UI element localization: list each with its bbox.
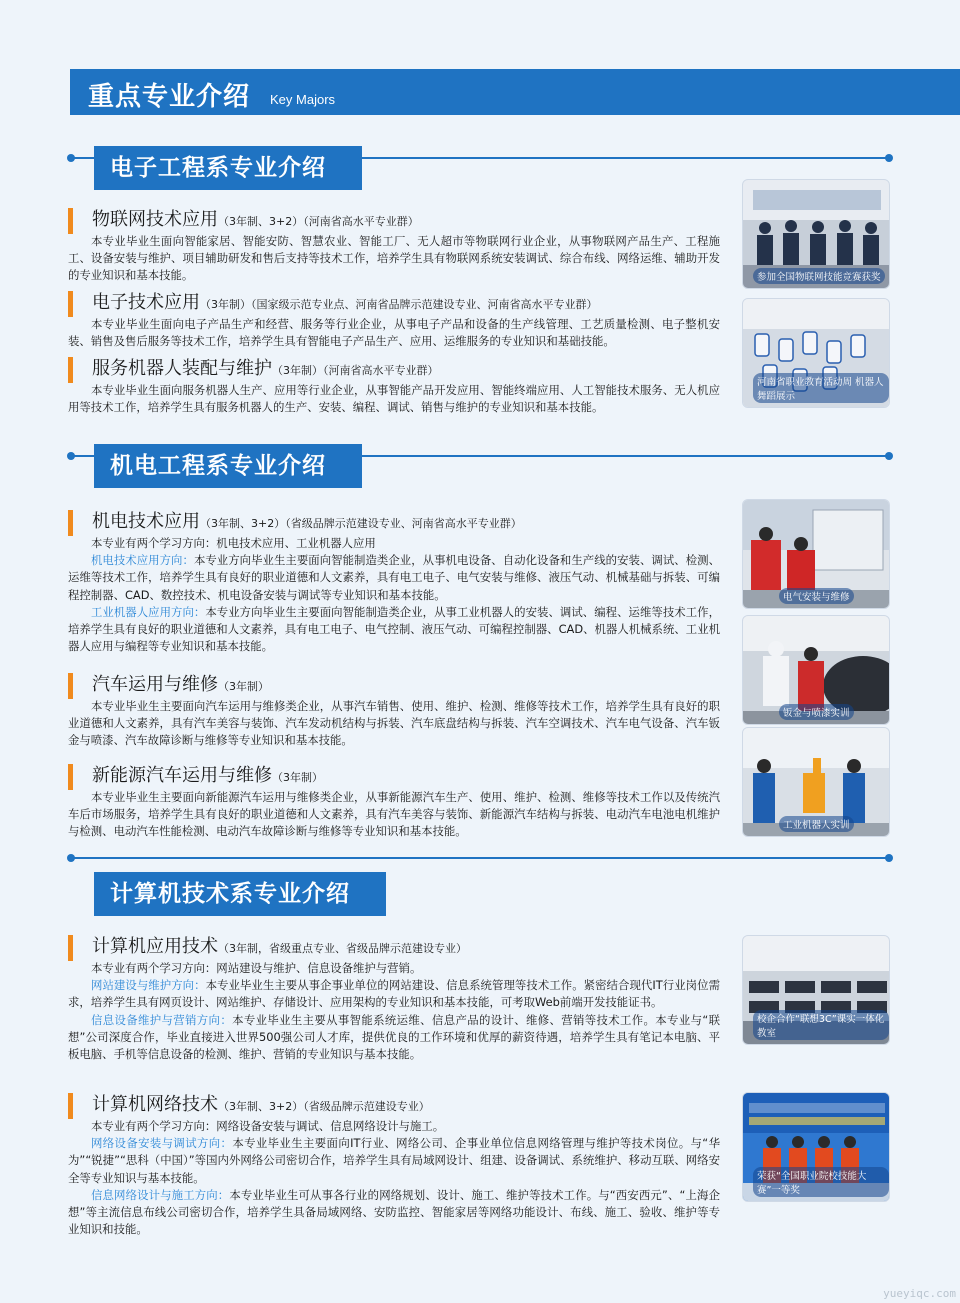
- major-direction: [68, 1187, 720, 1239]
- direction-label: 网站建设与维护方向：: [91, 978, 206, 993]
- major-direction: [68, 977, 720, 1011]
- major-auto: [68, 672, 720, 750]
- page-subtitle: Key Majors: [270, 92, 336, 107]
- major-name: 新能源汽车运用与维修: [92, 765, 272, 786]
- photo-robot-lab: [742, 727, 890, 837]
- major-tag: （3年制、3+2）（省级品牌示范建设专业、河南省高水平专业群）: [200, 517, 522, 530]
- section-title-mechatronics: 机电工程系专业介绍: [94, 444, 362, 488]
- section-title-electronics: 电子工程系专业介绍: [94, 146, 362, 190]
- accent-bar: [68, 673, 73, 699]
- watermark: yueyiqc.com: [883, 1287, 956, 1300]
- major-name: 物联网技术应用: [92, 209, 218, 230]
- major-tag: （3年制、3+2）（省级品牌示范建设专业）: [218, 1100, 430, 1113]
- photo-iot-award: [742, 179, 890, 289]
- photo-caption: 工业机器人实训: [779, 816, 854, 832]
- direction-label: 机电技术应用方向：: [91, 553, 194, 568]
- major-description: 本专业毕业生主要面向新能源汽车运用与维修类企业，从事新能源汽车生产、使用、维护、检测、维修等技术工作以及传统汽车后市场服务，培养学生具有良好的职业道德和人文素养，具有汽车美容与装饰、新能源汽车结构与拆装、电动汽车电池电机维护与检测、电动汽车性能检测、电动汽车故障诊断与维修等专业知识和基本技能。: [68, 790, 720, 839]
- major-intro: 本专业有两个学习方向：网络设备安装与调试、信息网络设计与施工。: [91, 1119, 445, 1133]
- major-direction: [68, 1012, 720, 1064]
- direction-label: 工业机器人应用方向：: [91, 604, 206, 619]
- accent-bar: [68, 764, 73, 790]
- major-mechatronics: [68, 509, 720, 655]
- accent-bar: [68, 935, 73, 961]
- major-tag: （3年制，省级重点专业、省级品牌示范建设专业）: [218, 942, 467, 955]
- direction-description: 本专业毕业生主要面向IT行业、网络公司、企事业单位信息网络管理与维护等技术岗位。与“华为”“锐捷”“思科（中国）”等国内外网络公司密切合作，培养学生具有局域网设计、组建、设备调试、系统维护、移动互联、网络安全等专业知识与基本技能。: [68, 1136, 720, 1185]
- photo-caption: 河南省职业教育活动周 机器人舞蹈展示: [753, 373, 889, 403]
- direction-description: 本专业毕业生可从事各行业的网络规划、设计、施工、维护等技术工作。与“西安西元”、“上海企想”等主流信息布线公司密切合作，培养学生具备局域网络、安防监控、智能家居等网络功能设计、布线、施工、验收、维护等专业知识和技能。: [68, 1187, 720, 1237]
- direction-description: 本专业方向毕业生主要面向智能制造类企业，从事机电设备、自动化设备和生产线的安装、调试、检测、运维等技术工作，培养学生具有良好的职业道德和人文素养，具有电工电子、电气安装与维修、液压气动、机械基础与拆装、可编程控制器、CAD、数控技术、机电设备安装与调试等专业知识和基本技能。: [68, 553, 720, 602]
- photo-lenovo-classroom: [742, 935, 890, 1045]
- major-intro: 本专业有两个学习方向：机电技术应用、工业机器人应用: [91, 536, 376, 550]
- major-tag: （3年制）（河南省高水平专业群）: [272, 364, 439, 377]
- direction-description: 本专业毕业生主要从事企事业单位的网站建设、信息系统管理等技术工作。紧密结合现代IT行业岗位需求，培养学生具有网页设计、网站维护、存储设计、应用架构的专业知识和基本技能，可考取Web前端开发技能证书。: [68, 978, 720, 1010]
- major-description: 本专业毕业生面向电子产品生产和经营、服务等行业企业，从事电子产品和设备的生产线管理、工艺质量检测、电子整机安装、销售及售后服务等技术工作，培养学生具有智能电子产品生产、应用、运维服务的专业知识和基础技能。: [68, 317, 720, 349]
- photo-electrical: [742, 499, 890, 609]
- major-intro: 本专业有两个学习方向：网站建设与维护、信息设备维护与营销。: [91, 961, 422, 975]
- accent-bar: [68, 208, 73, 234]
- major-network: [68, 1092, 720, 1238]
- accent-bar: [68, 291, 73, 317]
- major-name: 电子技术应用: [92, 292, 200, 313]
- page-header: [70, 69, 960, 115]
- major-tag: （3年制）: [218, 680, 269, 693]
- photo-caption: 电气安装与维修: [779, 588, 854, 604]
- photo-national-award: [742, 1092, 890, 1202]
- major-direction: [68, 552, 720, 604]
- direction-label: 网络设备安装与调试方向：: [91, 1136, 233, 1151]
- photo-caption: 钣金与喷漆实训: [779, 704, 854, 720]
- major-electronics: [68, 290, 720, 350]
- photo-robot-dance: [742, 298, 890, 408]
- major-description: 本专业毕业生主要面向汽车运用与维修类企业，从事汽车销售、使用、维护、检测、维修等技术工作，培养学生具有良好的职业道德和人文素养，具有汽车美容与装饰、汽车发动机结构与拆装、汽车底盘结构与拆装、汽车空调技术、汽车电气设备、汽车钣金与喷漆、汽车故障诊断与维修等专业知识和基本技能。: [68, 699, 720, 748]
- major-name: 计算机应用技术: [92, 936, 218, 957]
- major-tag: （3年制）: [272, 771, 323, 784]
- accent-bar: [68, 1093, 73, 1119]
- major-direction: [68, 1135, 720, 1187]
- page-title: 重点专业介绍: [88, 82, 251, 112]
- major-computer: [68, 934, 720, 1063]
- major-name: 服务机器人装配与维护: [92, 358, 272, 379]
- section-divider: [70, 857, 890, 859]
- major-tag: （3年制）（国家级示范专业点、河南省品牌示范建设专业、河南省高水平专业群）: [200, 298, 598, 311]
- photo-caption: 荣获“全国职业院校技能大赛”一等奖: [753, 1167, 889, 1197]
- direction-description: 本专业方向毕业生主要面向智能制造类企业，从事工业机器人的安装、调试、编程、运维等技术工作，培养学生具有良好的职业道德和人文素养，具有电工电子、电气控制、液压气动、可编程控制器、CAD、机器人机械系统、工业机器人应用与编程等专业知识和基本技能。: [68, 604, 720, 654]
- direction-description: 本专业毕业生主要从事智能系统运维、信息产品的设计、维修、营销等技术工作。本专业与“联想”公司深度合作，毕业直接进入世界500强公司人才库，提供优良的工作环境和优厚的薪资待遇，培养学生具有笔记本电脑、平板电脑、手机等信息设备的检测、维护、营销的专业知识与基本技能。: [68, 1012, 720, 1062]
- major-tag: （3年制、3+2）（河南省高水平专业群）: [218, 215, 419, 228]
- major-direction: [68, 604, 720, 656]
- photo-caption: 校企合作“联想3C”课实一体化教室: [753, 1010, 889, 1040]
- major-name: 汽车运用与维修: [92, 674, 218, 695]
- major-description: 本专业毕业生面向服务机器人生产、应用等行业企业，从事智能产品开发应用、智能终端应用、人工智能技术服务、无人机应用等技术工作，培养学生具有服务机器人的生产、安装、编程、调试、销售与维护的专业知识和基本技能。: [68, 383, 720, 415]
- direction-label: 信息设备维护与营销方向：: [91, 1012, 233, 1027]
- major-iot: [68, 207, 720, 285]
- accent-bar: [68, 510, 73, 536]
- accent-bar: [68, 357, 73, 383]
- direction-label: 信息网络设计与施工方向：: [91, 1187, 230, 1202]
- major-nev: [68, 763, 720, 841]
- major-description: 本专业毕业生面向智能家居、智能安防、智慧农业、智能工厂、无人超市等物联网行业企业，从事物联网产品生产、工程施工、设备安装与维护、项目辅助研发和售后支持等技术工作，培养学生具有物联网系统安装调试、综合布线、网络运维、辅助开发的专业知识和基本技能。: [68, 234, 720, 283]
- section-title-computer: 计算机技术系专业介绍: [94, 872, 386, 916]
- photo-paint: [742, 615, 890, 725]
- major-name: 机电技术应用: [92, 511, 200, 532]
- major-robot: [68, 356, 720, 416]
- photo-caption: 参加全国物联网技能竞赛获奖: [753, 268, 885, 284]
- major-name: 计算机网络技术: [92, 1094, 218, 1115]
